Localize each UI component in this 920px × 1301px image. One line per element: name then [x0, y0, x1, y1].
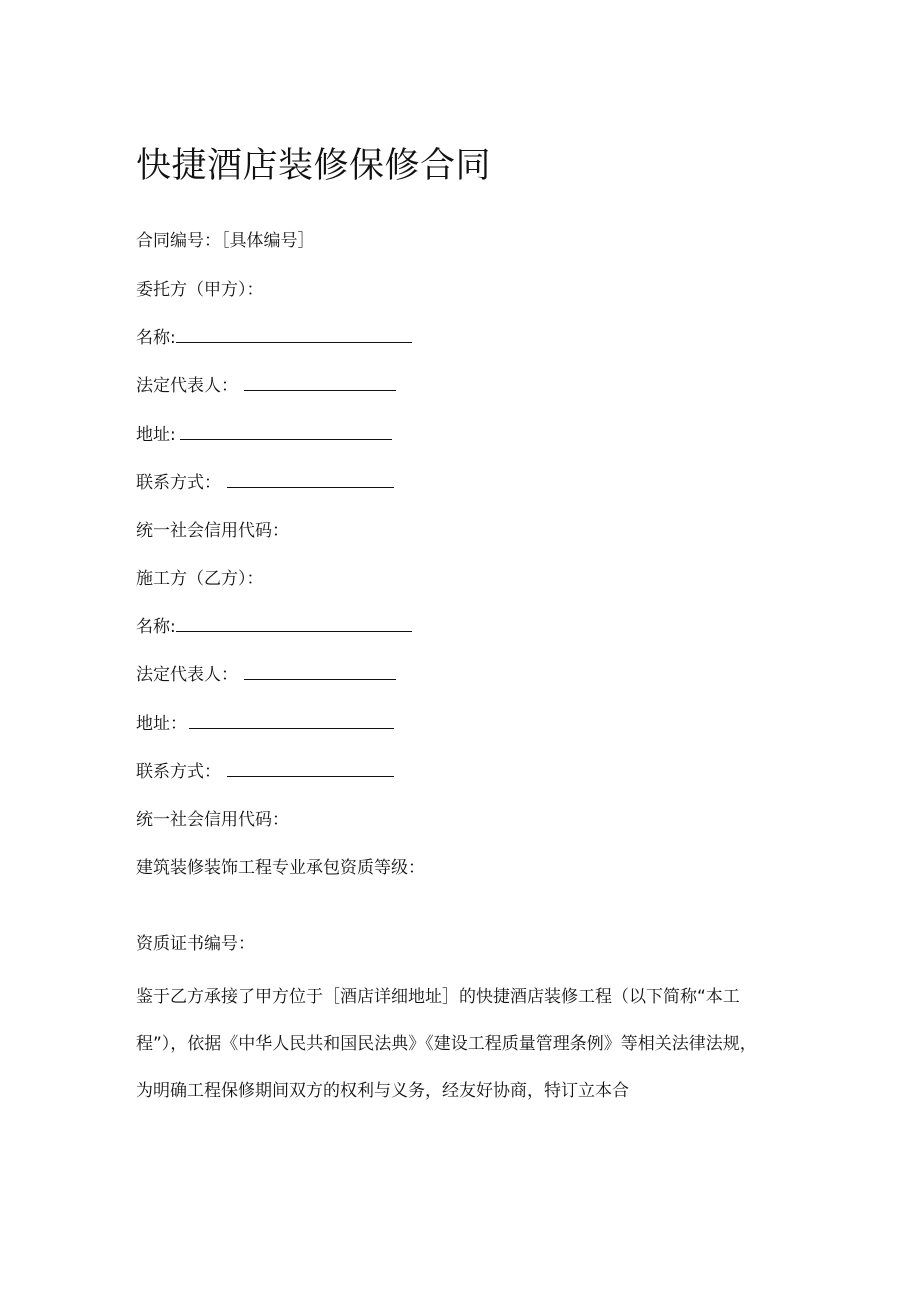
party-b-rep-line	[136, 664, 396, 686]
party-b-qualification: 建筑装修装饰工程专业承包资质等级：	[136, 858, 425, 878]
party-a-rep-blank	[244, 375, 396, 391]
party-a-address-label: 地址:	[136, 425, 176, 445]
party-b-rep-blank	[244, 664, 396, 680]
party-a-credit-code: 统一社会信用代码：	[136, 521, 289, 541]
contract-number-label: 合同编号：	[136, 231, 221, 251]
party-b-name-blank	[176, 616, 412, 632]
party-b-credit-code: 统一社会信用代码：	[136, 810, 289, 830]
party-a-name-line	[136, 327, 412, 349]
party-b-contact-blank	[227, 761, 394, 777]
party-b-heading: 施工方（乙方）：	[136, 569, 264, 589]
party-b-address-label: 地址：	[136, 714, 187, 734]
party-a-rep-label: 法定代表人：	[136, 376, 238, 396]
party-b-name-label: 名称:	[136, 617, 176, 637]
party-a-address-line	[136, 424, 392, 446]
party-b-contact-label: 联系方式：	[136, 762, 221, 782]
party-a-contact-label: 联系方式：	[136, 473, 221, 493]
party-a-heading: 委托方（甲方）：	[136, 280, 264, 300]
party-a-name-label: 名称:	[136, 328, 176, 348]
party-b-certificate: 资质证书编号：	[136, 934, 255, 954]
party-b-contact-line	[136, 761, 394, 783]
party-a-name-blank	[176, 327, 412, 343]
party-b-name-line	[136, 616, 412, 638]
preamble-line: 程”），依据《中华人民共和国民法典》《建设工程质量管理条例》等相关法律法规，	[136, 1034, 757, 1054]
party-b-address-line	[136, 713, 394, 735]
contract-number-line	[136, 230, 315, 252]
party-a-rep-line	[136, 375, 396, 397]
party-a-contact-line	[136, 472, 394, 494]
preamble-line: 为明确工程保修期间双方的权利与义务，经友好协商，特订立本合	[136, 1081, 629, 1101]
party-b-address-blank	[189, 713, 394, 729]
party-a-address-blank	[180, 424, 392, 440]
contract-number-value: ［具体编号］	[221, 231, 315, 251]
preamble-line: 鉴于乙方承接了甲方位于［酒店详细地址］的快捷酒店装修工程（以下简称“本工	[136, 987, 740, 1007]
contract-title: 快捷酒店装修保修合同	[136, 146, 492, 186]
party-b-rep-label: 法定代表人：	[136, 665, 238, 685]
party-a-contact-blank	[227, 472, 394, 488]
